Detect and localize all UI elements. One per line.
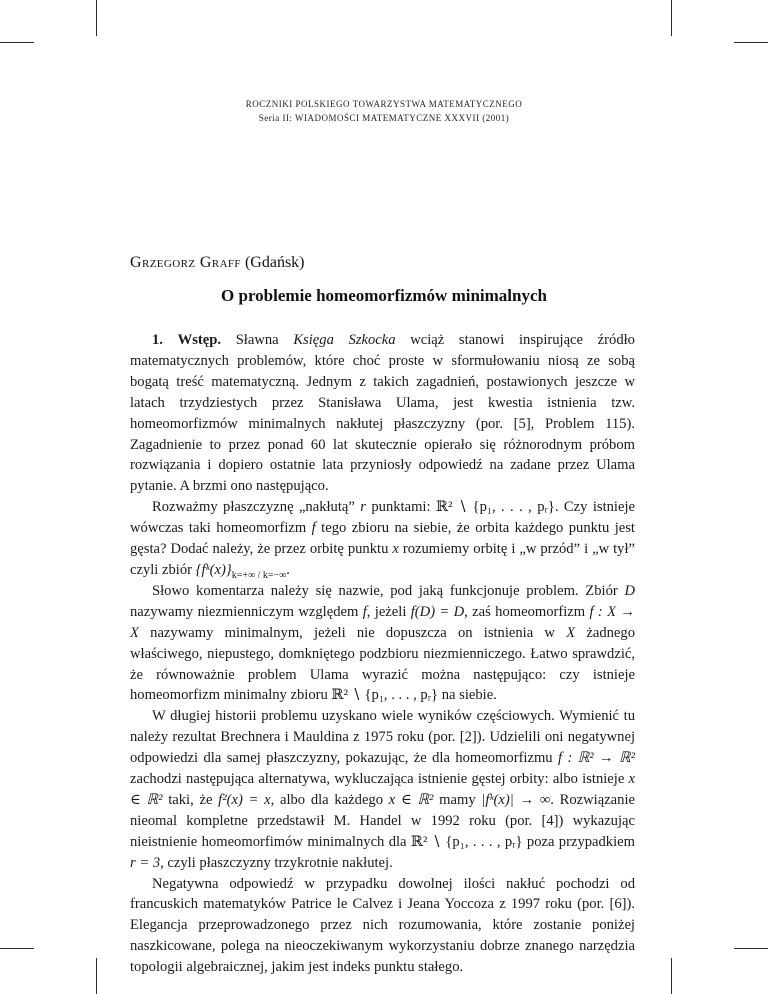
math: x ∈ ℝ²	[388, 791, 434, 808]
text: Sławna	[235, 332, 294, 348]
text: nazywamy niezmienniczym względem	[130, 603, 363, 620]
math: f : ℝ² → ℝ²	[558, 750, 635, 767]
math: f : X → X	[130, 603, 635, 641]
text: mamy	[433, 791, 482, 808]
section-number: 1.	[152, 332, 163, 348]
text: .	[286, 561, 290, 578]
math: r = 3	[130, 854, 161, 871]
text: rozumiemy orbitę i „w przód” i „w tył” czyli zbiór	[130, 541, 635, 578]
math: f	[311, 520, 316, 537]
math: ℝ² ∖ {p₁, . . . , pᵣ}	[410, 833, 523, 850]
paragraph	[130, 874, 635, 979]
text: na siebie.	[438, 687, 497, 704]
text: , albo dla każdego	[270, 791, 389, 808]
math: |fᵏ(x)| → ∞	[481, 791, 551, 808]
paragraph	[130, 706, 635, 873]
text: zachodzi następująca alternatywa, wykluczająca istnienie gęstej orbity: albo istnieje	[130, 771, 629, 788]
text: wciąż stanowi inspirujące źródło matematycznych problemów, które choć proste w sformułowaniu niosą ze sobą bogatą treść matematyczną. Jednym z takich zagadnień, postawionych jeszcze w latach trzydziestych przez Stanisława Ulama, jest kwestia istnienia tzw. homeomorfizmów minimalnych nakłutej płaszczyzny (por. [5], Problem 115). Zagadnienie to przez ponad 60 lat skutecznie opierało się różnorodnym próbom rozwiązania i dopiero ostatnie lata przyniosły odpowiedź na zadane przez Ulama pytanie. A brzmi ono następująco.	[130, 332, 635, 495]
text: poza przypadkiem	[522, 833, 635, 850]
journal-series: Seria II: WIADOMOŚCI MATEMATYCZNE XXXVII (2001)	[258, 113, 510, 123]
math: x	[392, 541, 399, 558]
math: D	[624, 582, 635, 599]
paragraph	[130, 497, 635, 581]
math: f	[362, 603, 367, 620]
author-affiliation: (Gdańsk)	[244, 254, 305, 271]
math: ℝ² ∖ {p₁, . . . , pᵣ}	[331, 687, 439, 704]
text: W długiej historii problemu uzyskano wiele wyników częściowych. Wymienić tu należy rezultat Brechnera i Mauldina z 1975 roku (por. [2]). Udzielili oni negatywnej odpowiedzi dla samej płaszczyzny, pokazując, że dla homeomorfizmu	[130, 708, 635, 767]
journal-name: ROCZNIKI POLSKIEGO TOWARZYSTWA MATEMATYCZNEGO	[245, 99, 523, 109]
author-line	[130, 254, 305, 272]
math: f(D) = D	[410, 603, 465, 620]
math: X	[566, 624, 576, 641]
paragraph	[130, 581, 635, 706]
crop-mark	[734, 948, 768, 949]
math: k=+∞ / k=−∞	[231, 569, 287, 581]
crop-mark	[96, 0, 97, 36]
text: Słowo komentarza należy się nazwie, pod jaką funkcjonuje problem. Zbiór	[152, 582, 625, 599]
text: , czyli płaszczyzny trzykrotnie nakłutej.	[160, 854, 393, 871]
math: r	[360, 499, 366, 516]
crop-mark	[0, 948, 34, 949]
text: tego zbioru na siebie, że orbita każdego punktu jest gęsta? Dodać należy, że przez orbitę punktu	[130, 520, 635, 558]
crop-mark	[671, 958, 672, 994]
book-title: Księga Szkocka	[293, 332, 396, 348]
section-heading: Wstęp.	[177, 332, 222, 348]
author-name: Grzegorz Graff	[130, 254, 241, 271]
math: x ∈ ℝ²	[130, 771, 635, 808]
text: , jeżeli	[366, 603, 411, 620]
crop-mark	[734, 42, 768, 43]
journal-header	[0, 97, 768, 125]
crop-mark	[0, 42, 34, 43]
math: ℝ² ∖ {p₁, . . . , pᵣ}	[435, 499, 555, 516]
math: {fᵏ(x)}	[195, 561, 232, 578]
text: punktami:	[365, 499, 436, 516]
text: nazywamy minimalnym, jeżeli nie dopuszcza on istnienia w	[138, 624, 567, 641]
text: . Czy istnieje wówczas taki homeomorfizm	[130, 499, 635, 537]
article-title: O problemie homeomorfizmów minimalnych	[221, 286, 547, 305]
text: Rozważmy płaszczyznę „nakłutą”	[152, 499, 361, 516]
article-body	[130, 330, 635, 978]
text: taki, że	[162, 791, 219, 808]
crop-mark	[96, 958, 97, 994]
paragraph	[130, 330, 635, 497]
text: Negatywna odpowiedź w przypadku dowolnej ilości nakłuć pochodzi od francuskich matematyków Patrice le Calvez i Jeana Yoccoza z 1997 roku (por. [6]). Elegancja przeprowadzonego przez nich rozumowania, które zostanie poniżej naszkicowane, polega na nieoczekiwanym wykorzystaniu dobrze znanego narzędzia topologii algebraicznej, jakim jest indeks punktu stałego.	[130, 875, 635, 976]
crop-mark	[671, 0, 672, 36]
text: żadnego właściwego, niepustego, domkniętego podzbioru niezmienniczego. Łatwo sprawdzić, że równoważnie problem Ulama wyrazić można następująco: czy istnieje homeomorfizm minimalny zbioru	[130, 624, 635, 704]
text: , zaś homeomorfizm	[464, 603, 590, 620]
math: f²(x) = x	[218, 791, 271, 808]
text: . Rozwiązanie nieomal kompletne przedstawił M. Handel w 1992 roku (por. [4]) wykazując nieistnienie homeomorfimów minimalnych dla	[130, 791, 635, 850]
